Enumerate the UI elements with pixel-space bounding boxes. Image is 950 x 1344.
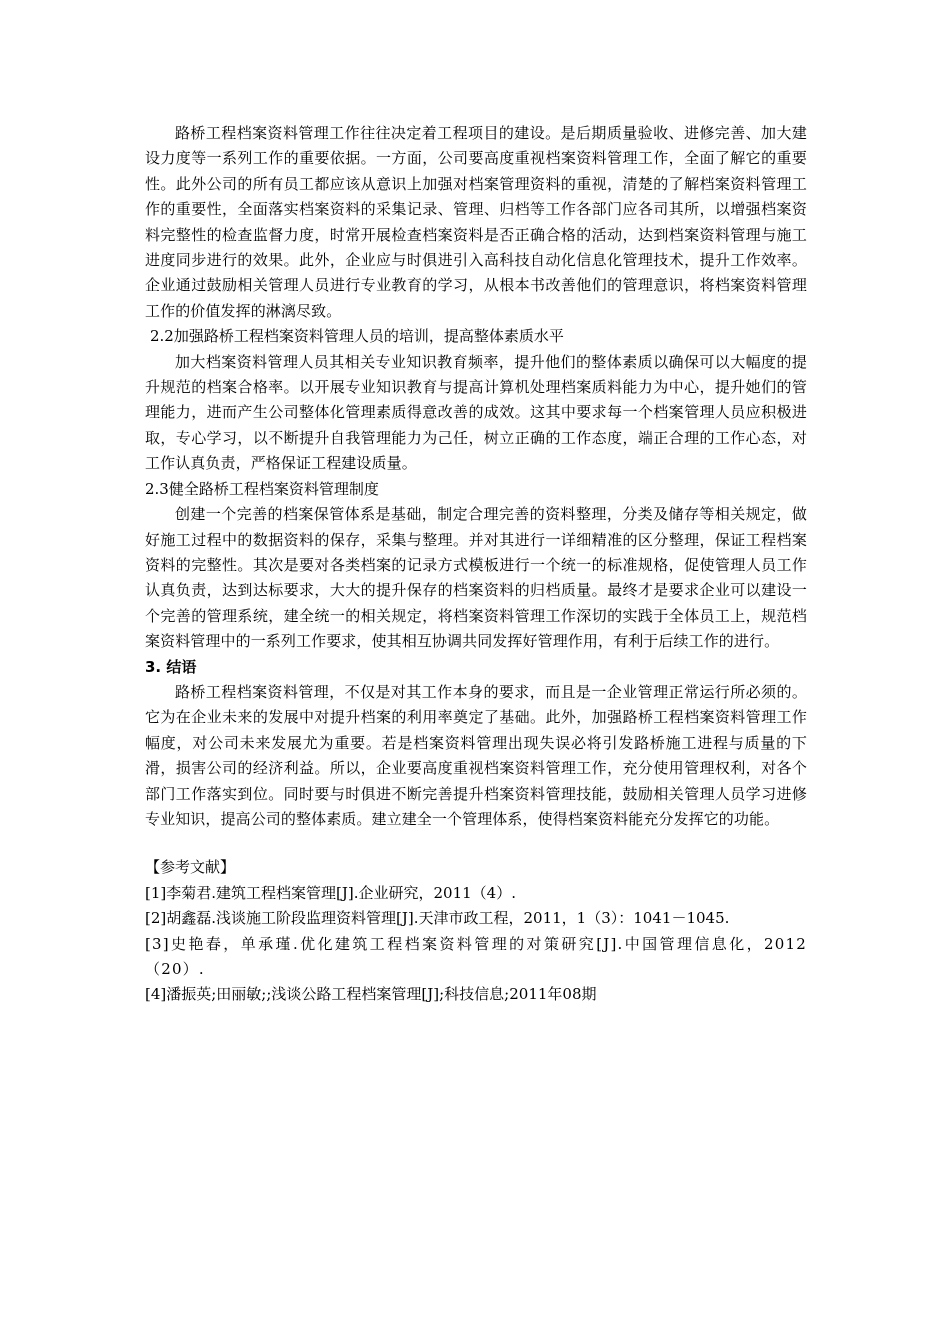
references-title: 【参考文献】 (145, 858, 236, 877)
section-heading-2-2: 2.2加强路桥工程档案资料管理人员的培训，提高整体素质水平 (150, 327, 564, 346)
reference-item-2: [2]胡鑫磊.浅谈施工阶段监理资料管理[J].天津市政工程，2011，1（3）：1041－1045. (145, 909, 730, 928)
paragraph-conclusion: 路桥工程档案资料管理，不仅是对其工作本身的要求，而且是一企业管理正常运行所必须的。它为在企业未来的发展中对提升档案的利用率奠定了基础。此外，加强路桥工程档案资料管理工作幅度，对公司未来发展尤为重要。若是档案资料管理出现失误必将引发路桥施工进程与质量的下滑，损害公司的经济利益。所以，企业要高度重视档案资料管理工作，充分使用管理权利，对各个部门工作落实到位。同时要与时俱进不断完善提升档案资料管理技能，鼓励相关管理人员学习进修专业知识，提高公司的整体素质。建立建全一个管理体系，使得档案资料能充分发挥它的功能。 (145, 682, 807, 828)
reference-item-3: [3]史艳春，单承瑾.优化建筑工程档案资料管理的对策研究[J].中国管理信息化，2012（20）. (145, 934, 807, 978)
document-body (145, 121, 807, 1008)
references-section (145, 855, 807, 1007)
section-heading-3-conclusion: 3. 结语 (145, 657, 197, 676)
paragraph-archive-importance: 路桥工程档案资料管理工作往往决定着工程项目的建设。是后期质量验收、进修完善、加大建设力度等一系列工作的重要依据。一方面，公司要高度重视档案资料管理工作，全面了解它的重要性。此外公司的所有员工都应该从意识上加强对档案管理资料的重视，清楚的了解档案资料管理工作的重要性，全面落实档案资料的采集记录、管理、归档等工作各部门应各司其所，以增强档案资料完整性的检查监督力度，时常开展检查档案资料是否正确合格的活动，达到档案资料管理与施工进度同步进行的效果。此外，企业应与时俱进引入高科技自动化信息化管理技术，提升工作效率。企业通过鼓励相关管理人员进行专业教育的学习，从根本书改善他们的管理意识，将档案资料管理工作的价值发挥的淋漓尽致。 (145, 124, 807, 320)
section-heading-2-3: 2.3健全路桥工程档案资料管理制度 (145, 479, 379, 498)
paragraph-staff-training: 加大档案资料管理人员其相关专业知识教育频率，提升他们的整体素质以确保可以大幅度的提升规范的档案合格率。以开展专业知识教育与提高计算机处理档案质料能力为中心，提升她们的管理能力，进而产生公司整体化管理素质得意改善的成效。这其中要求每一个档案管理人员应积极进取，专心学习，以不断提升自我管理能力为己任，树立正确的工作态度，端正合理的工作心态，对工作认真负责，严格保证工程建设质量。 (145, 352, 807, 473)
paragraph-management-system: 创建一个完善的档案保管体系是基础，制定合理完善的资料整理，分类及储存等相关规定，做好施工过程中的数据资料的保存，采集与整理。并对其进行一详细精准的区分整理，保证工程档案资料的完整性。其次是要对各类档案的记录方式模板进行一个统一的标准规格，促使管理人员工作认真负责，达到达标要求，大大的提升保存的档案资料的归档质量。最终才是要求企业可以建设一个完善的管理系统，建全统一的相关规定，将档案资料管理工作深切的实践于全体员工上，规范档案资料管理中的一系列工作要求，使其相互协调共同发挥好管理作用，有利于后续工作的进行。 (145, 505, 807, 651)
reference-item-1: [1]李菊君.建筑工程档案管理[J].企业研究，2011（4）. (145, 883, 516, 902)
reference-item-4: [4]潘振英;田丽敏;;浅谈公路工程档案管理[J];科技信息;2011年08期 (145, 985, 597, 1004)
